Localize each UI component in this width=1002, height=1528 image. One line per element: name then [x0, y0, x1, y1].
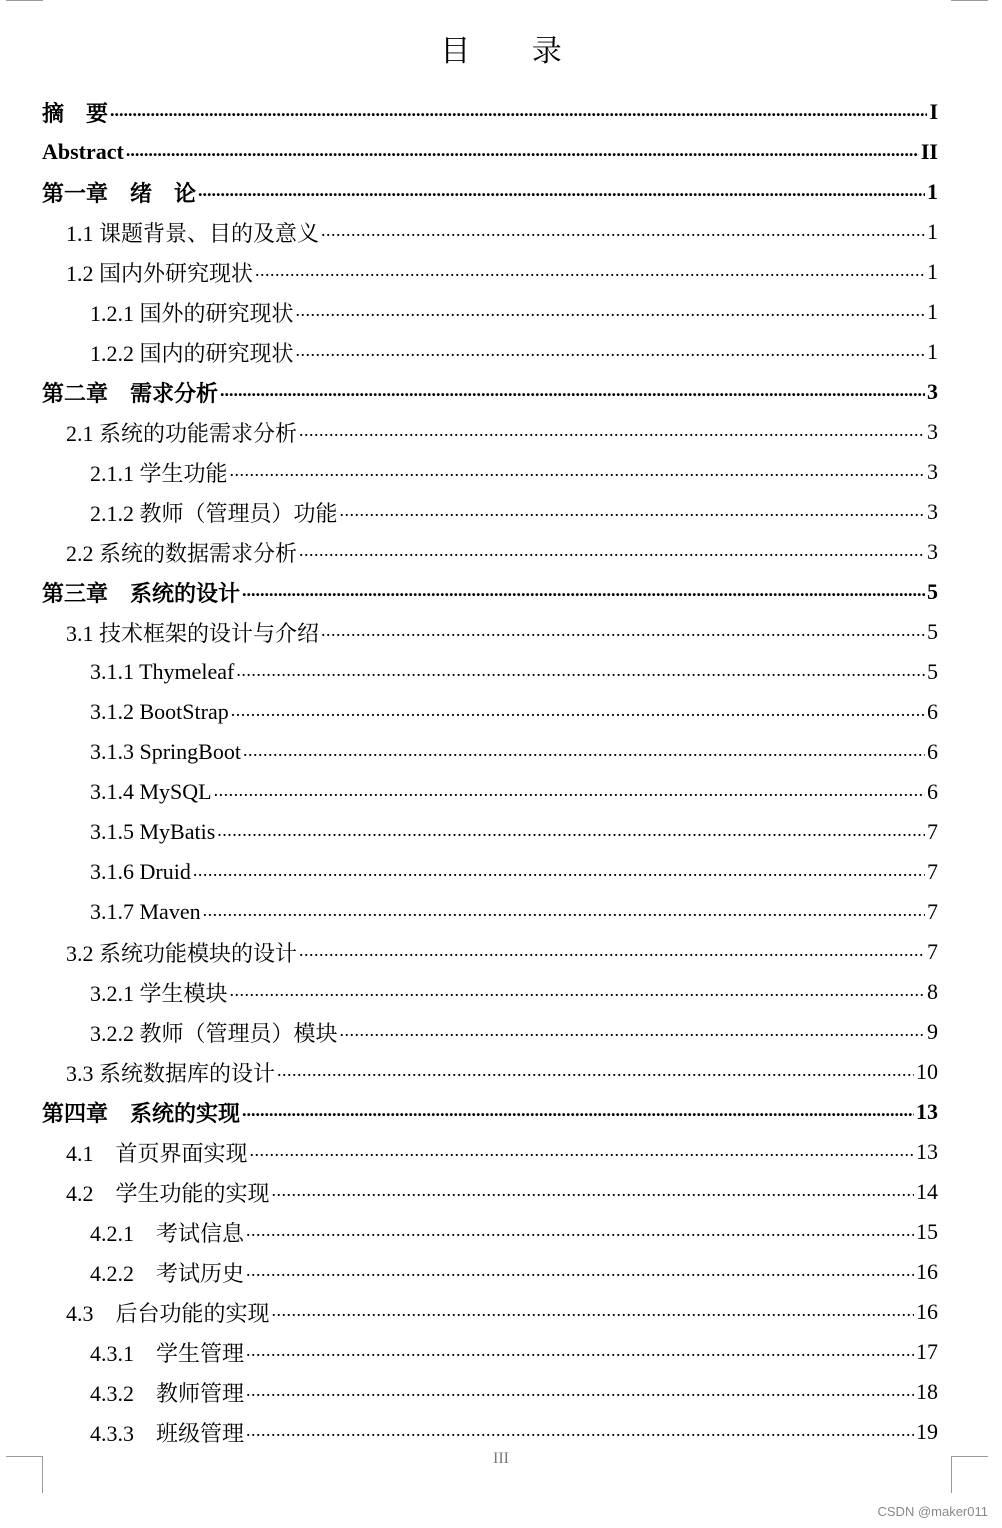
toc-entry-label: 4.3.1 学生管理 — [90, 1340, 245, 1366]
dot-leader — [214, 781, 925, 803]
toc-entry-label: 1.2.2 国内的研究现状 — [90, 340, 294, 366]
toc-entry-label: 2.1.1 学生功能 — [90, 460, 228, 486]
toc-entry-page: 5 — [927, 619, 938, 644]
toc-entry-label: 4.2.2 考试历史 — [90, 1260, 245, 1286]
toc-entry-page: 16 — [916, 1299, 938, 1324]
toc-entry-label: 第二章 需求分析 — [42, 380, 219, 406]
toc-entry-page: 5 — [927, 579, 938, 604]
toc-entry-page: 16 — [916, 1259, 938, 1284]
toc-entry-page: 6 — [927, 739, 938, 764]
toc-entry[interactable] — [42, 452, 938, 492]
dot-leader — [246, 1261, 914, 1283]
toc-entry[interactable] — [42, 1132, 938, 1172]
toc-entry[interactable] — [42, 1252, 938, 1292]
toc-entry-label: 摘 要 — [42, 100, 109, 126]
toc-entry-label: 3.2.1 学生模块 — [90, 980, 228, 1006]
dot-leader — [296, 301, 925, 323]
toc-entry[interactable] — [42, 412, 938, 452]
toc-entry[interactable] — [42, 812, 938, 852]
toc-entry-label: 3.1.3 SpringBoot — [90, 739, 241, 764]
table-of-contents — [42, 92, 938, 1452]
toc-entry[interactable] — [42, 1172, 938, 1212]
toc-entry[interactable] — [42, 1372, 938, 1412]
toc-entry-label: 4.3 后台功能的实现 — [66, 1300, 270, 1326]
toc-entry-page: 1 — [927, 299, 938, 324]
page-number: III — [493, 1450, 509, 1467]
dot-leader — [198, 181, 925, 203]
toc-entry-page: 15 — [916, 1219, 938, 1244]
dot-leader — [321, 621, 925, 643]
toc-entry-label: 3.1.4 MySQL — [90, 779, 212, 804]
toc-entry[interactable] — [42, 1212, 938, 1252]
toc-entry-page: 17 — [916, 1339, 938, 1364]
toc-entry-label: 4.1 首页界面实现 — [66, 1140, 248, 1166]
toc-entry-label: 3.2.2 教师（管理员）模块 — [90, 1020, 338, 1046]
toc-entry-label: 4.3.2 教师管理 — [90, 1380, 245, 1406]
toc-entry-label: 3.1.6 Druid — [90, 859, 191, 884]
toc-entry-page: 18 — [916, 1379, 938, 1404]
toc-entry-page: 3 — [927, 419, 938, 444]
toc-entry[interactable] — [42, 612, 938, 652]
toc-entry[interactable] — [42, 932, 938, 972]
toc-entry-page: 10 — [916, 1059, 938, 1084]
dot-leader — [299, 541, 925, 563]
toc-entry-page: 7 — [927, 859, 938, 884]
toc-entry[interactable] — [42, 212, 938, 252]
dot-leader — [272, 1181, 914, 1203]
dot-leader — [230, 981, 925, 1003]
dot-leader — [299, 941, 925, 963]
toc-entry-label: 3.1.1 Thymeleaf — [90, 659, 235, 684]
toc-entry-label: 4.2.1 考试信息 — [90, 1220, 245, 1246]
toc-entry-page: I — [929, 99, 938, 124]
toc-entry-page: 5 — [927, 659, 938, 684]
toc-entry[interactable] — [42, 92, 938, 132]
toc-entry-page: 19 — [916, 1419, 938, 1444]
toc-entry[interactable] — [42, 292, 938, 332]
dot-leader — [236, 661, 925, 683]
toc-entry[interactable] — [42, 492, 938, 532]
toc-entry[interactable] — [42, 252, 938, 292]
toc-entry[interactable] — [42, 1292, 938, 1332]
toc-entry-label: 第一章 绪 论 — [42, 180, 197, 206]
dot-leader — [277, 1061, 914, 1083]
toc-entry[interactable] — [42, 1052, 938, 1092]
toc-entry-page: 8 — [927, 979, 938, 1004]
dot-leader — [242, 1101, 914, 1123]
toc-entry-page: 7 — [927, 939, 938, 964]
toc-entry[interactable] — [42, 892, 938, 932]
dot-leader — [340, 1021, 925, 1043]
toc-entry-label: 第四章 系统的实现 — [42, 1100, 241, 1126]
toc-entry-label: 3.1.5 MyBatis — [90, 819, 216, 844]
toc-entry[interactable] — [42, 1012, 938, 1052]
dot-leader — [217, 821, 925, 843]
dot-leader — [126, 141, 919, 163]
toc-entry-label: 2.1.2 教师（管理员）功能 — [90, 500, 338, 526]
toc-entry[interactable] — [42, 732, 938, 772]
toc-entry-page: II — [920, 139, 938, 164]
dot-leader — [246, 1221, 914, 1243]
toc-entry[interactable] — [42, 1092, 938, 1132]
toc-entry-label: 4.3.3 班级管理 — [90, 1420, 245, 1446]
toc-entry-label: Abstract — [42, 139, 124, 164]
toc-entry-page: 1 — [927, 259, 938, 284]
toc-entry-page: 13 — [916, 1099, 938, 1124]
toc-entry[interactable] — [42, 372, 938, 412]
toc-entry-page: 7 — [927, 819, 938, 844]
toc-entry[interactable] — [42, 692, 938, 732]
dot-leader — [272, 1301, 914, 1323]
dot-leader — [243, 741, 925, 763]
toc-entry-label: 1.2.1 国外的研究现状 — [90, 300, 294, 326]
dot-leader — [203, 901, 925, 923]
toc-entry-page: 13 — [916, 1139, 938, 1164]
toc-entry-page: 1 — [927, 219, 938, 244]
toc-entry-label: 第三章 系统的设计 — [42, 580, 241, 606]
crop-mark-top-right — [951, 0, 988, 1]
dot-leader — [220, 381, 925, 403]
toc-entry-page: 3 — [927, 459, 938, 484]
toc-entry-page: 6 — [927, 779, 938, 804]
dot-leader — [250, 1141, 914, 1163]
toc-entry-page: 1 — [927, 339, 938, 364]
dot-leader — [296, 341, 925, 363]
toc-entry-page: 3 — [927, 379, 938, 404]
toc-entry-page: 6 — [927, 699, 938, 724]
page-title: 目 录 — [440, 34, 588, 69]
toc-entry[interactable] — [42, 172, 938, 212]
dot-leader — [246, 1341, 914, 1363]
toc-entry-page: 9 — [927, 1019, 938, 1044]
toc-entry[interactable] — [42, 132, 938, 172]
toc-entry-page: 7 — [927, 899, 938, 924]
dot-leader — [193, 861, 925, 883]
toc-entry-page: 3 — [927, 499, 938, 524]
toc-entry-page: 1 — [927, 179, 938, 204]
toc-entry-label: 3.2 系统功能模块的设计 — [66, 940, 298, 966]
toc-entry-label: 1.2 国内外研究现状 — [66, 260, 254, 286]
toc-entry[interactable] — [42, 1412, 938, 1452]
dot-leader — [255, 261, 925, 283]
dot-leader — [110, 101, 927, 123]
toc-entry-label: 4.2 学生功能的实现 — [66, 1180, 270, 1206]
toc-entry-label: 3.3 系统数据库的设计 — [66, 1060, 276, 1086]
dot-leader — [340, 501, 925, 523]
crop-mark-top-left — [6, 0, 43, 1]
toc-entry-label: 3.1 技术框架的设计与介绍 — [66, 620, 320, 646]
toc-entry-label: 3.1.2 BootStrap — [90, 699, 229, 724]
dot-leader — [299, 421, 925, 443]
toc-entry-label: 2.1 系统的功能需求分析 — [66, 420, 298, 446]
toc-entry[interactable] — [42, 972, 938, 1012]
dot-leader — [246, 1381, 914, 1403]
watermark: CSDN @maker011 — [877, 1504, 988, 1519]
toc-entry[interactable] — [42, 1332, 938, 1372]
toc-entry-label: 2.2 系统的数据需求分析 — [66, 540, 298, 566]
dot-leader — [246, 1421, 914, 1443]
toc-entry[interactable] — [42, 852, 938, 892]
toc-entry-page: 3 — [927, 539, 938, 564]
toc-entry[interactable] — [42, 572, 938, 612]
toc-entry[interactable] — [42, 652, 938, 692]
toc-entry-label: 1.1 课题背景、目的及意义 — [66, 220, 320, 246]
toc-entry-page: 14 — [916, 1179, 938, 1204]
dot-leader — [321, 221, 925, 243]
dot-leader — [230, 461, 925, 483]
toc-entry[interactable] — [42, 332, 938, 372]
toc-entry-label: 3.1.7 Maven — [90, 899, 201, 924]
dot-leader — [242, 581, 925, 603]
toc-entry[interactable] — [42, 532, 938, 572]
dot-leader — [231, 701, 925, 723]
toc-entry[interactable] — [42, 772, 938, 812]
